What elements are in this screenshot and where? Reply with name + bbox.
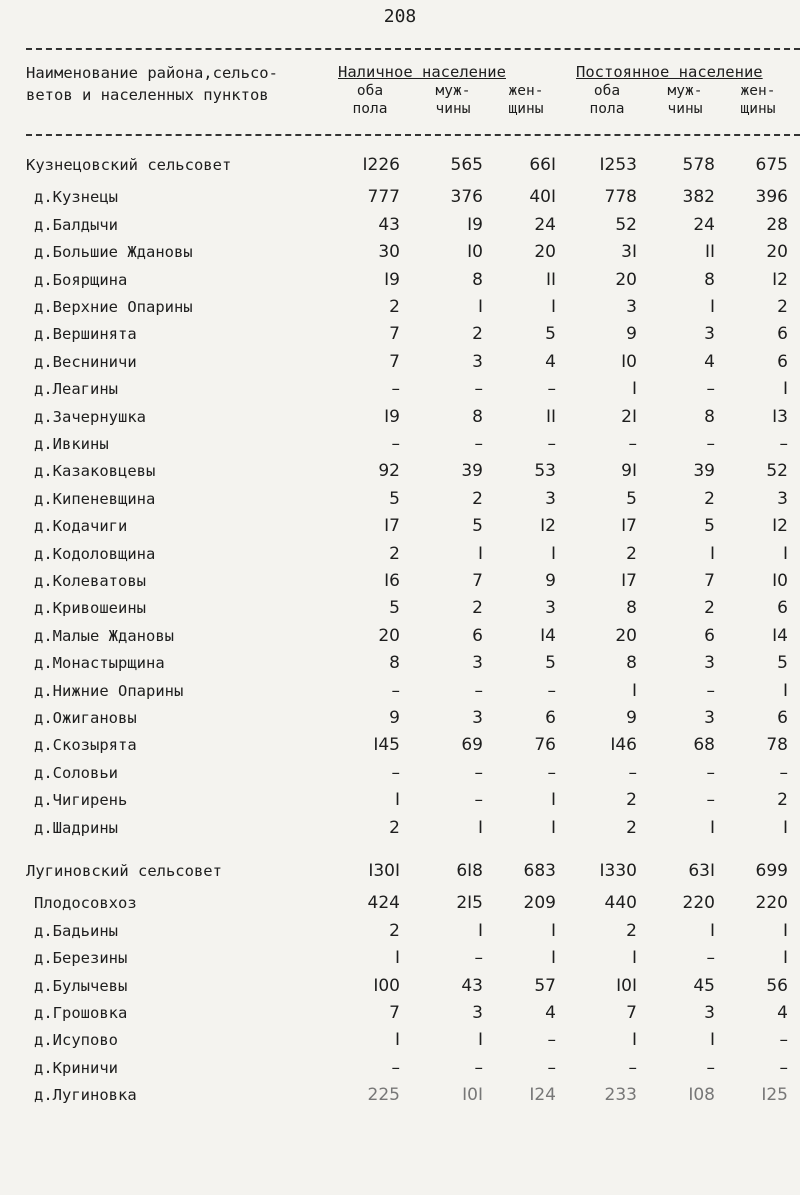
settlement-row: [0, 890, 800, 917]
row-value: 3: [777, 488, 788, 509]
row-value: –: [547, 1030, 556, 1051]
row-value: 675: [755, 155, 788, 175]
row-value: –: [706, 1057, 715, 1078]
council-row: [0, 152, 800, 179]
row-value: I0: [772, 571, 788, 591]
row-value: 57: [534, 975, 556, 996]
row-value: 2I: [621, 406, 637, 427]
row-value: 578: [682, 155, 715, 175]
settlement-row: [0, 349, 800, 376]
settlement-row: [0, 787, 800, 814]
row-value: 8: [472, 406, 483, 427]
row-name: д.Колеватовы: [34, 572, 146, 590]
row-value: I: [709, 297, 715, 317]
column-header-line-2: чины: [435, 101, 471, 117]
row-value: –: [391, 1057, 400, 1078]
row-value: 63I: [688, 861, 715, 881]
row-name: д.Криничи: [34, 1058, 118, 1077]
row-value: –: [391, 680, 400, 701]
column-header-line-2: щины: [740, 101, 776, 117]
row-value: I: [550, 920, 556, 941]
row-value: –: [779, 434, 788, 454]
row-value: 225: [367, 1085, 400, 1106]
row-value: II: [545, 406, 556, 427]
header-title-line-1: Наименование района,сельсо-: [26, 64, 278, 82]
row-value: –: [706, 762, 715, 783]
column-header-line-2: чины: [667, 101, 703, 117]
row-value: I6: [384, 571, 400, 591]
settlement-row: [0, 678, 800, 705]
row-value: I: [782, 948, 788, 969]
row-value: 5: [704, 516, 715, 537]
row-value: 4: [545, 351, 556, 372]
row-value: 3: [626, 297, 637, 317]
row-value: –: [474, 790, 483, 811]
row-name: д.Леагины: [34, 380, 118, 399]
row-value: I: [782, 543, 788, 564]
row-value: 53: [534, 461, 556, 482]
row-value: 5: [389, 598, 400, 619]
settlement-row: [0, 376, 800, 403]
row-value: 4: [704, 351, 715, 372]
column-header: [650, 82, 720, 118]
row-value: 39: [461, 461, 483, 482]
row-value: I: [631, 379, 637, 400]
row-value: 5: [472, 516, 483, 537]
row-value: 233: [604, 1085, 637, 1106]
row-value: I7: [621, 571, 637, 591]
row-value: 7: [389, 1003, 400, 1023]
row-value: 30: [378, 242, 400, 263]
row-name: д.Верхние Опарины: [34, 298, 193, 316]
row-value: I: [477, 543, 483, 564]
row-name: д.Зачернушка: [34, 407, 146, 426]
row-value: I: [550, 543, 556, 564]
row-name: д.Вершинята: [34, 325, 137, 344]
header-bottom-rule: [26, 134, 800, 136]
row-value: –: [628, 762, 637, 783]
column-header-line-1: оба: [356, 83, 384, 99]
row-value: 2: [777, 297, 788, 317]
row-value: –: [391, 762, 400, 783]
row-value: 5: [389, 488, 400, 509]
column-header: [335, 82, 405, 118]
row-name: д.Казаковцевы: [34, 462, 156, 481]
row-value: 2: [626, 920, 637, 941]
row-value: I9: [467, 214, 483, 235]
row-value: I: [631, 680, 637, 701]
row-value: 9: [626, 708, 637, 728]
row-value: 2: [626, 817, 637, 838]
column-header-line-1: муж-: [435, 83, 471, 99]
row-value: 7: [389, 351, 400, 372]
row-value: 20: [615, 269, 637, 290]
row-value: 2I5: [456, 893, 483, 914]
table-header-title: [26, 62, 278, 106]
row-value: –: [474, 434, 483, 454]
row-name: д.Малые Ждановы: [34, 626, 174, 645]
row-value: 5: [777, 653, 788, 674]
row-value: –: [547, 680, 556, 701]
row-value: 43: [378, 214, 400, 235]
row-name: д.Балдычи: [34, 215, 118, 234]
row-value: 7: [472, 571, 483, 591]
row-value: I4: [540, 625, 556, 646]
row-value: 565: [450, 155, 483, 175]
row-value: 6: [704, 625, 715, 646]
row-value: II: [704, 242, 715, 263]
column-header-line-1: оба: [593, 83, 621, 99]
settlement-row: [0, 321, 800, 348]
settlement-row: [0, 623, 800, 650]
row-value: I: [477, 920, 483, 941]
row-name: д.Кодоловщина: [34, 544, 156, 563]
row-value: 5: [626, 488, 637, 509]
row-value: 5: [545, 324, 556, 345]
row-name: д.Нижние Опарины: [34, 681, 184, 700]
row-value: –: [391, 434, 400, 454]
row-value: I9: [384, 406, 400, 427]
column-header: [491, 82, 561, 118]
settlement-row: [0, 568, 800, 595]
settlement-row: [0, 973, 800, 1000]
column-header: [723, 82, 793, 118]
row-value: 2: [777, 790, 788, 811]
settlement-row: [0, 1055, 800, 1082]
row-value: I: [782, 920, 788, 941]
column-header-line-1: муж-: [667, 83, 703, 99]
row-value: –: [706, 680, 715, 701]
row-value: –: [474, 680, 483, 701]
row-value: 2: [389, 297, 400, 317]
row-value: 3: [472, 351, 483, 372]
row-value: 3: [704, 653, 715, 674]
settlement-row: [0, 760, 800, 787]
row-value: 3I: [621, 242, 637, 263]
row-name: д.Исупово: [34, 1031, 118, 1050]
row-value: 2: [472, 488, 483, 509]
row-value: –: [547, 379, 556, 400]
row-value: 2: [626, 790, 637, 811]
row-value: 78: [766, 735, 788, 756]
row-value: I: [709, 543, 715, 564]
row-value: 3: [704, 324, 715, 345]
settlement-row: [0, 1082, 800, 1109]
row-value: 76: [534, 735, 556, 756]
row-value: 68: [693, 735, 715, 756]
row-value: I226: [362, 155, 400, 175]
row-value: I: [709, 920, 715, 941]
row-value: I45: [373, 735, 400, 756]
row-value: 382: [682, 187, 715, 208]
row-value: 9: [626, 324, 637, 345]
row-value: 2: [389, 920, 400, 941]
row-value: 2: [389, 543, 400, 564]
row-name: д.Боярщина: [34, 270, 128, 289]
row-value: I9: [384, 269, 400, 290]
settlement-row: [0, 267, 800, 294]
row-value: 20: [766, 242, 788, 263]
settlement-row: [0, 1000, 800, 1027]
settlement-row: [0, 918, 800, 945]
column-header: [572, 82, 642, 118]
row-value: 52: [766, 461, 788, 482]
header-title-line-2: ветов и населенных пунктов: [26, 86, 269, 104]
row-value: 8: [626, 598, 637, 619]
row-value: 220: [682, 893, 715, 914]
settlement-row: [0, 458, 800, 485]
row-value: 69: [461, 735, 483, 756]
row-value: I4: [772, 625, 788, 646]
settlement-row: [0, 513, 800, 540]
row-value: I: [631, 948, 637, 969]
row-value: II: [545, 269, 556, 290]
row-value: 6: [777, 708, 788, 728]
settlement-row: [0, 595, 800, 622]
row-value: 778: [604, 187, 637, 208]
row-value: –: [547, 762, 556, 783]
row-value: 28: [766, 214, 788, 235]
header-group-permanent: Постоянное население: [576, 63, 763, 81]
column-header: [418, 82, 488, 118]
row-value: –: [706, 434, 715, 454]
row-value: –: [706, 379, 715, 400]
row-value: I253: [599, 155, 637, 175]
row-value: I: [477, 297, 483, 317]
row-value: I: [394, 948, 400, 969]
row-value: 20: [615, 625, 637, 646]
row-value: I330: [599, 861, 637, 881]
row-value: 777: [367, 187, 400, 208]
row-value: 3: [704, 708, 715, 728]
row-value: 5: [545, 653, 556, 674]
row-value: 8: [704, 269, 715, 290]
row-value: 39: [693, 461, 715, 482]
settlement-row: [0, 294, 800, 321]
row-value: –: [779, 1030, 788, 1051]
row-value: I: [782, 680, 788, 701]
row-value: I: [550, 948, 556, 969]
row-value: 9: [545, 571, 556, 591]
row-name: д.Грошовка: [34, 1004, 128, 1022]
row-value: 8: [704, 406, 715, 427]
row-value: I2: [540, 516, 556, 537]
row-value: 7: [626, 1003, 637, 1023]
row-value: I0: [467, 242, 483, 263]
row-value: 4: [777, 1003, 788, 1023]
row-value: 6: [472, 625, 483, 646]
row-value: I2: [772, 269, 788, 290]
row-value: –: [474, 379, 483, 400]
row-name: д.Кривошеины: [34, 599, 146, 618]
row-value: 2: [626, 543, 637, 564]
row-value: 6: [545, 708, 556, 728]
settlement-row: [0, 486, 800, 513]
row-value: I: [550, 817, 556, 838]
row-value: 8: [626, 653, 637, 674]
settlement-row: [0, 705, 800, 732]
row-value: 66I: [529, 155, 556, 175]
row-value: –: [628, 434, 637, 454]
row-value: I0: [621, 351, 637, 372]
row-value: 2: [704, 598, 715, 619]
row-value: 2: [472, 324, 483, 345]
column-header-line-1: жен-: [508, 83, 544, 99]
row-value: 209: [523, 893, 556, 914]
row-value: –: [474, 1057, 483, 1078]
row-value: 20: [378, 625, 400, 646]
row-value: 45: [693, 975, 715, 996]
row-value: 43: [461, 975, 483, 996]
row-name: д.Соловьи: [34, 763, 118, 782]
row-value: 683: [523, 861, 556, 881]
header-group-present: Наличное население: [338, 63, 506, 81]
row-name: Лугиновский сельсовет: [26, 862, 222, 880]
settlement-row: [0, 815, 800, 842]
settlement-row: [0, 184, 800, 211]
row-value: 3: [704, 1003, 715, 1023]
row-value: 6: [777, 324, 788, 345]
row-value: I3: [772, 406, 788, 427]
row-value: 2: [472, 598, 483, 619]
column-header-line-2: пола: [352, 101, 388, 117]
row-value: –: [547, 434, 556, 454]
row-value: 56: [766, 975, 788, 996]
column-header-line-1: жен-: [740, 83, 776, 99]
row-value: 24: [534, 214, 556, 235]
column-header-line-2: пола: [589, 101, 625, 117]
row-value: I: [477, 817, 483, 838]
row-value: I: [709, 817, 715, 838]
settlement-row: [0, 431, 800, 458]
row-value: 7: [389, 324, 400, 345]
row-value: –: [391, 379, 400, 400]
row-value: 40I: [529, 187, 556, 208]
settlement-row: [0, 239, 800, 266]
settlement-row: [0, 1027, 800, 1054]
row-name: д.Булычевы: [34, 976, 128, 995]
row-name: д.Лугиновка: [34, 1086, 137, 1105]
settlement-row: [0, 212, 800, 239]
row-name: д.Монастырщина: [34, 654, 165, 673]
row-value: I: [550, 790, 556, 811]
row-value: I0I: [462, 1085, 483, 1106]
row-value: 699: [755, 861, 788, 881]
column-header-line-2: щины: [508, 101, 544, 117]
row-value: I30I: [368, 861, 400, 881]
row-name: Кузнецовский сельсовет: [26, 156, 232, 174]
row-value: I: [394, 1030, 400, 1051]
row-value: 4: [545, 1003, 556, 1023]
row-value: 220: [755, 893, 788, 914]
settlement-row: [0, 541, 800, 568]
row-name: д.Березины: [34, 949, 128, 968]
row-name: Плодосовхоз: [34, 894, 137, 913]
row-name: д.Кипеневщина: [34, 489, 156, 508]
row-value: 376: [450, 187, 483, 208]
row-value: I25: [761, 1085, 788, 1106]
row-name: д.Кузнецы: [34, 188, 118, 207]
row-value: 3: [545, 598, 556, 619]
row-value: 396: [755, 187, 788, 208]
row-value: 7: [704, 571, 715, 591]
row-value: –: [474, 762, 483, 783]
row-value: –: [779, 762, 788, 783]
row-value: I: [782, 817, 788, 838]
row-value: I7: [384, 516, 400, 537]
settlement-row: [0, 404, 800, 431]
row-value: 3: [472, 1003, 483, 1023]
row-value: I7: [621, 516, 637, 537]
row-value: 52: [615, 214, 637, 235]
row-value: 20: [534, 242, 556, 263]
row-value: –: [706, 948, 715, 969]
row-value: –: [628, 1057, 637, 1078]
row-value: I24: [529, 1085, 556, 1106]
row-value: I: [631, 1030, 637, 1051]
settlement-row: [0, 945, 800, 972]
row-value: 9: [389, 708, 400, 728]
row-value: 424: [367, 893, 400, 914]
row-value: 24: [693, 214, 715, 235]
row-value: I: [394, 790, 400, 811]
row-value: 3: [472, 708, 483, 728]
row-value: 440: [604, 893, 637, 914]
settlement-row: [0, 650, 800, 677]
row-value: I: [709, 1030, 715, 1051]
row-value: I2: [772, 516, 788, 537]
row-name: д.Ивкины: [34, 435, 109, 453]
row-value: 8: [472, 269, 483, 290]
row-name: д.Бадьины: [34, 921, 118, 940]
settlement-row: [0, 732, 800, 759]
row-value: 9I: [621, 461, 637, 482]
row-value: 2: [704, 488, 715, 509]
row-value: –: [474, 948, 483, 969]
row-name: д.Большие Ждановы: [34, 243, 193, 262]
row-value: 6: [777, 598, 788, 619]
row-name: д.Скозырята: [34, 736, 137, 755]
row-value: I00: [373, 975, 400, 996]
row-value: 2: [389, 817, 400, 838]
row-value: –: [706, 790, 715, 811]
row-value: I08: [688, 1085, 715, 1106]
council-row: [0, 858, 800, 885]
row-value: I: [550, 297, 556, 317]
row-value: –: [779, 1057, 788, 1078]
row-value: 3: [545, 488, 556, 509]
row-name: д.Весниничи: [34, 352, 137, 371]
row-value: I46: [610, 735, 637, 756]
row-value: 6I8: [456, 861, 483, 881]
row-value: I0I: [616, 975, 637, 996]
header-top-rule: [26, 48, 800, 50]
row-value: –: [547, 1057, 556, 1078]
row-value: 8: [389, 653, 400, 674]
row-name: д.Шадрины: [34, 818, 118, 837]
row-value: 3: [472, 653, 483, 674]
row-value: I: [782, 379, 788, 400]
row-name: д.Ожигановы: [34, 709, 137, 727]
row-value: 6: [777, 351, 788, 372]
page-number: 208: [383, 6, 417, 27]
row-name: д.Кодачиги: [34, 517, 128, 536]
row-name: д.Чигирень: [34, 791, 128, 810]
row-value: 92: [378, 461, 400, 482]
row-value: I: [477, 1030, 483, 1051]
